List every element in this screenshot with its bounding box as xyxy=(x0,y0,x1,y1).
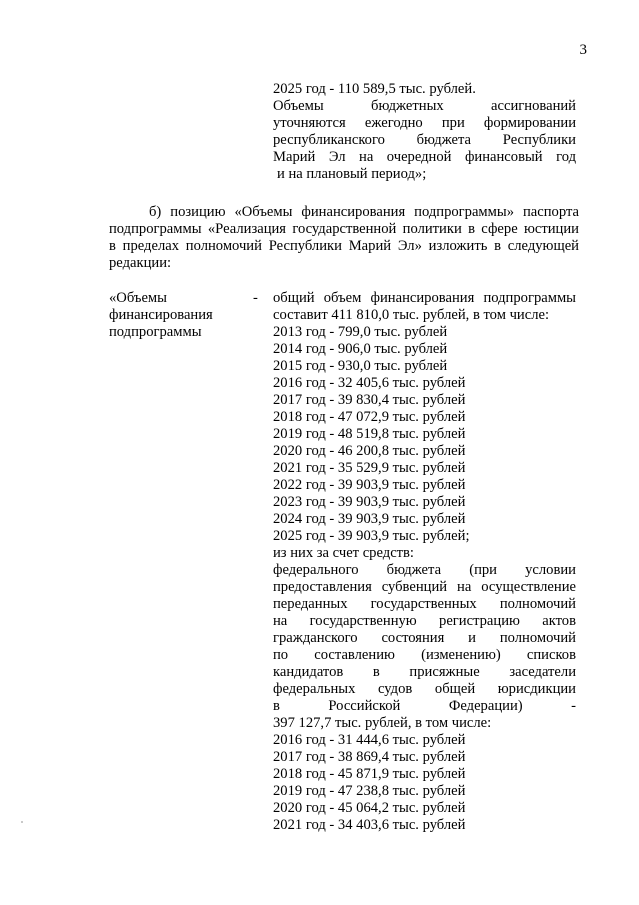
year-line: 2025 год - 39 903,9 тыс. рублей; xyxy=(273,528,470,544)
text-line: гражданского состояния и полномочий xyxy=(273,630,576,646)
year-line: 2016 год - 31 444,6 тыс. рублей xyxy=(273,732,466,748)
year-line: 2021 год - 34 403,6 тыс. рублей xyxy=(273,817,466,833)
passport-position-label xyxy=(109,290,259,341)
text-line: Объемы бюджетных ассигнований xyxy=(273,98,576,114)
amendment-paragraph xyxy=(109,204,579,272)
label-line: подпрограммы xyxy=(109,324,202,340)
financing-content xyxy=(273,290,576,834)
text-line: 397 127,7 тыс. рублей, в том числе: xyxy=(273,715,492,731)
text-line: федерального бюджета (при условии xyxy=(273,562,576,578)
text-line: республиканского бюджета Республики xyxy=(273,132,576,148)
text-line: составит 411 810,0 тыс. рублей, в том числе: xyxy=(273,307,550,323)
text-line: в пределах полномочий Республики Марий Эл» изложить в следующей xyxy=(109,238,579,254)
year-line: 2024 год - 39 903,9 тыс. рублей xyxy=(273,511,466,527)
year-line: 2017 год - 39 830,4 тыс. рублей xyxy=(273,392,466,408)
page-number: 3 xyxy=(579,42,587,58)
text-line: уточняются ежегодно при формировании xyxy=(273,115,576,131)
year-line: 2016 год - 32 405,6 тыс. рублей xyxy=(273,375,466,391)
budget-continuation-block xyxy=(273,81,576,183)
label-line: финансирования xyxy=(109,307,213,323)
text-line: в Российской Федерации) - xyxy=(273,698,576,714)
year-line: 2013 год - 799,0 тыс. рублей xyxy=(273,324,448,340)
text-line: 2025 год - 110 589,5 тыс. рублей. xyxy=(273,81,476,97)
text-line: на государственную регистрацию актов xyxy=(273,613,576,629)
text-line: по составлению (изменению) списков xyxy=(273,647,576,663)
text-line: общий объем финансирования подпрограммы xyxy=(273,290,576,306)
text-line: Марий Эл на очередной финансовый год xyxy=(273,149,576,165)
text-line: федеральных судов общей юрисдикции xyxy=(273,681,576,697)
year-line: 2023 год - 39 903,9 тыс. рублей xyxy=(273,494,466,510)
year-line: 2022 год - 39 903,9 тыс. рублей xyxy=(273,477,466,493)
year-line: 2014 год - 906,0 тыс. рублей xyxy=(273,341,448,357)
year-line: 2019 год - 48 519,8 тыс. рублей xyxy=(273,426,466,442)
text-line: из них за счет средств: xyxy=(273,545,414,561)
text-line: б) позицию «Объемы финансирования подпрограммы» паспорта xyxy=(149,204,579,220)
text-line: и на плановый период»; xyxy=(277,166,427,182)
scan-speck xyxy=(21,821,23,823)
year-line: 2018 год - 45 871,9 тыс. рублей xyxy=(273,766,466,782)
year-line: 2021 год - 35 529,9 тыс. рублей xyxy=(273,460,466,476)
text-line: кандидатов в присяжные заседатели xyxy=(273,664,576,680)
separator-dash: - xyxy=(253,290,258,306)
year-line: 2015 год - 930,0 тыс. рублей xyxy=(273,358,448,374)
year-line: 2020 год - 45 064,2 тыс. рублей xyxy=(273,800,466,816)
label-line: «Объемы xyxy=(109,290,167,306)
text-line: переданных государственных полномочий xyxy=(273,596,576,612)
year-line: 2019 год - 47 238,8 тыс. рублей xyxy=(273,783,466,799)
year-line: 2018 год - 47 072,9 тыс. рублей xyxy=(273,409,466,425)
text-line: предоставления субвенций на осуществление xyxy=(273,579,576,595)
text-line: подпрограммы «Реализация государственной политики в сфере юстиции xyxy=(109,221,579,237)
text-line: редакции: xyxy=(109,255,172,271)
year-line: 2020 год - 46 200,8 тыс. рублей xyxy=(273,443,466,459)
year-line: 2017 год - 38 869,4 тыс. рублей xyxy=(273,749,466,765)
